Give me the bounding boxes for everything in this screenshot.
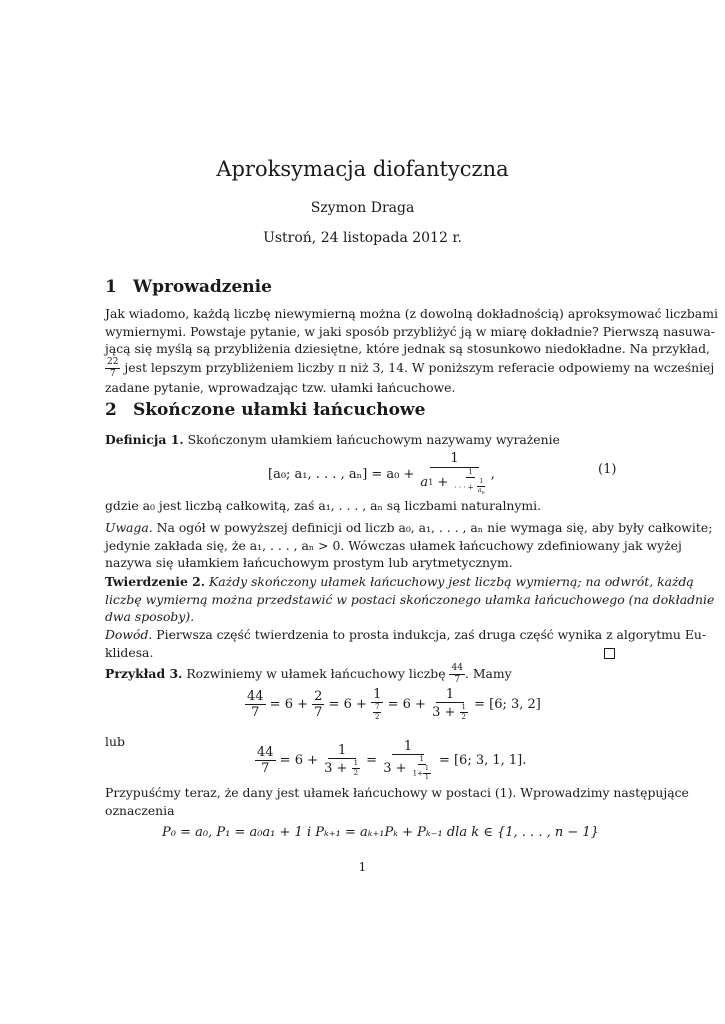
document-title: Aproksymacja diofantyczna [216, 157, 509, 181]
theorem-2: Twierdzenie 2. Każdy skończony ułamek łańcuchowy jest liczbą wymierną; na odwrót, każdą liczbę wymierną można przedstawić w postaci skończonego ułamka łańcuchowego (na dokładnie dwa sposoby). [105, 574, 715, 625]
fraction-44-7: $\frac{44}{7}$ [451, 663, 463, 685]
example-label: Przykład 3. [105, 666, 183, 681]
section-title: Wprowadzenie [133, 277, 272, 297]
fraction-22-7: $\frac{22}{7}$ [107, 356, 119, 379]
continuation-paragraph: Przypuśćmy teraz, że dany jest ułamek łańcuchowy w postaci (1). Wprowadzimy następujące oznaczenia [105, 785, 689, 818]
paragraph-line: wymiernymi. Powstaje pytanie, w jaki sposób przybliżyć ją w miarę dokładnie? Pierwszą nasuwa- [105, 323, 715, 339]
section-number: 2 [105, 400, 117, 420]
equation-1: [a₀; a₁, . . . , aₙ] = a₀ + 1 a 1 + 1 · · · + $\frac{1}{a_n}$ , [268, 451, 495, 497]
section-1-paragraph [105, 305, 718, 396]
example-result-1: = [6; 3, 2] [474, 697, 541, 712]
equation-lhs: [a₀; a₁, . . . , aₙ] = a₀ + [268, 466, 415, 482]
recurrence-formula: P₀ = a₀, P₁ = a₀a₁ + 1 i Pₖ₊₁ = aₖ₊₁Pₖ + Pₖ₋₁ dla k ∈ {1, . . . , n − 1} [162, 825, 599, 840]
section-number: 1 [105, 277, 117, 297]
section-2-heading [105, 400, 425, 420]
proof: Dowód. Pierwsza część twierdzenia to prosta indukcja, zaś druga część wynika z algorytmu Eu- klidesa. [105, 627, 707, 660]
equation-number: (1) [598, 462, 617, 477]
paragraph-line: jącą się myślą są przybliżenia dziesiętne, które jednak są stosunkowo niedokładne. Na przykład, [105, 341, 710, 357]
section-title: Skończone ułamki łańcuchowe [133, 400, 426, 420]
qed-square-icon [604, 648, 615, 659]
section-1-heading [105, 277, 272, 297]
remark: Uwaga. Na ogół w powyższej definicji od liczb a₀, a₁, . . . , aₙ nie wymaga się, aby były całkowite; jedynie zakłada się, że a₁, . . . , aₙ > 0. Wówczas ułamek łańcuchowy zdefiniowany jak wyżej nazywa się ułamkiem łańcuchowym prostym lub arytmetycznym. [105, 520, 713, 571]
definition-label: Definicja 1. [105, 432, 184, 447]
author: Szymon Draga [310, 200, 415, 216]
page-number: 1 [358, 860, 367, 874]
example-3: Przykład 3. Rozwiniemy w ułamek łańcuchowy liczbę $\frac{44}{7}$ . Mamy [105, 663, 512, 685]
proof-label: Dowód. [105, 627, 153, 642]
or-label: lub [105, 734, 125, 749]
example-equation-2: $\frac{44}{7}$ = 6 + 1 3 + $\frac{1}{2}$ = 1 3 + 1 1+ $\frac{1}{1}$ = [6; 3, 1, 1]. [257, 739, 527, 781]
paragraph-line: zadane pytanie, wprowadzając tzw. ułamki łańcuchowe. [105, 379, 456, 395]
definition-after: gdzie a₀ jest liczbą całkowitą, zaś a₁, . . . , aₙ są liczbami naturalnymi. [105, 498, 542, 513]
example-result-2: = [6; 3, 1, 1]. [438, 753, 527, 768]
paragraph-line-with-fraction: $\frac{22}{7}$ jest lepszym przybliżeniem liczby π niż 3, 14. W poniższym referacie odpowiemy na wcześniej [107, 356, 715, 379]
example-equation-1: $\frac{44}{7}$ = 6 + $\frac{2}{7}$ = 6 + $\frac{1}{\frac{7}{2}}$ = 6 + 1 3 + $\frac{1}{2}$ = [6; 3, 2] [247, 687, 541, 721]
remark-label: Uwaga. [105, 520, 153, 535]
definition-text: Skończonym ułamkiem łańcuchowym nazywamy wyrażenie [187, 432, 560, 447]
theorem-label: Twierdzenie 2. [105, 574, 206, 589]
date-line: Ustroń, 24 listopada 2012 r. [263, 230, 462, 246]
continued-fraction: 1 a 1 + 1 · · · + $\frac{1}{a_n}$ [420, 451, 485, 497]
paragraph-line: Jak wiadomo, każdą liczbę niewymierną można (z dowolną dokładnością) aproksymować liczbami [105, 306, 718, 321]
definition-1 [105, 431, 617, 449]
